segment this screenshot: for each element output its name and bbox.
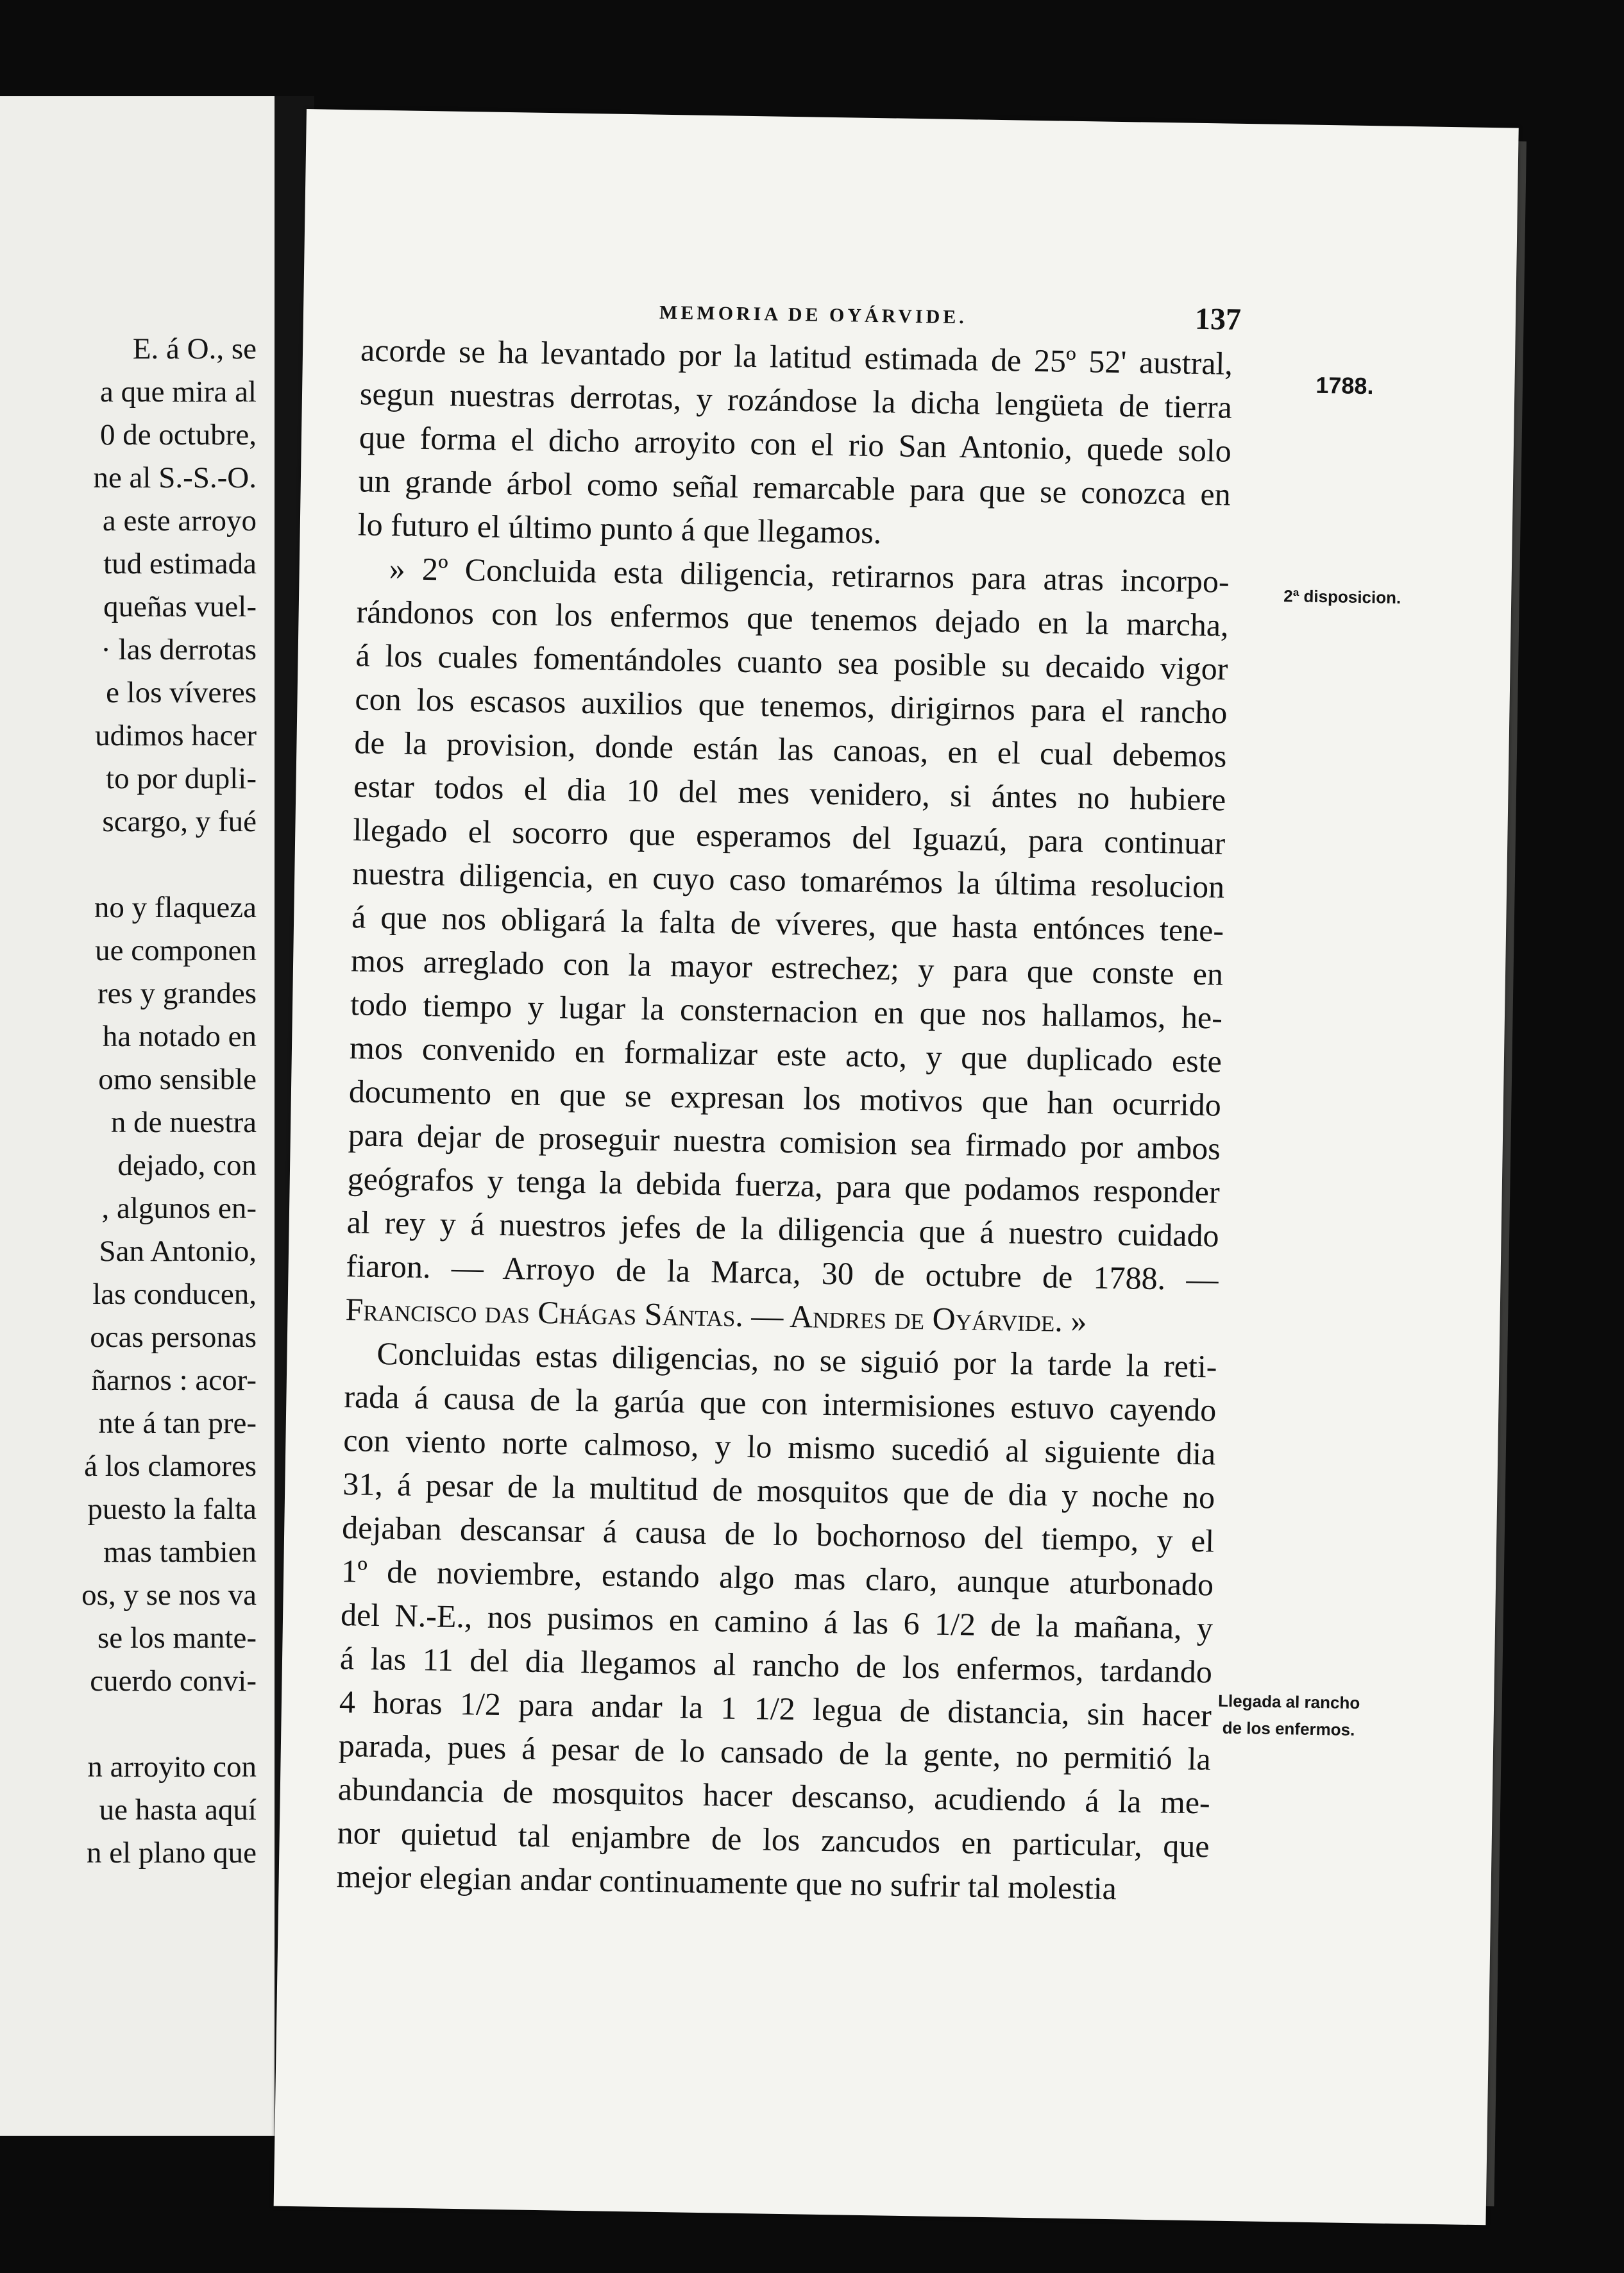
body-text-line: parada, pues á pesar de lo cansado de la gente, no permitió la [338, 1727, 1212, 1777]
left-page-line: puesto la falta [87, 1492, 257, 1526]
left-page-line: ñarnos : acor- [91, 1364, 257, 1397]
left-page-line: se los mante- [97, 1621, 257, 1655]
body-text-line: mos arreglado con la mayor estrechez; y para que conste en [350, 942, 1224, 992]
left-page-line: tud estimada [103, 547, 257, 580]
left-page-line: os, y se nos va [81, 1578, 257, 1612]
body-text-line: del N.-E., nos pusimos en camino á las 6 1/2 de la mañana, y [340, 1596, 1214, 1646]
body-text-line: Concluidas estas diligencias, no se siguió por la tarde la reti- [376, 1335, 1217, 1385]
body-text-line: con viento norte calmoso, y lo mismo sucedió al siguiente dia [343, 1422, 1216, 1472]
left-page-line: ocas personas [90, 1321, 257, 1354]
left-page-line: queñas vuel- [103, 590, 257, 623]
left-page-line: 0 de octubre, [99, 418, 257, 452]
left-page-line: udimos hacer [95, 719, 257, 752]
left-page-line: á los clamores [84, 1449, 257, 1483]
body-text-line: á los cuales fomentándoles cuanto sea posible su decaido vigor [355, 637, 1228, 687]
left-page-line: , algunos en- [101, 1192, 257, 1225]
margin-note-year: 1788. [1315, 371, 1374, 400]
margin-note-disposicion: 2ª disposicion. [1283, 586, 1401, 607]
margin-note-rancho [1217, 1687, 1360, 1743]
body-text-line: mejor elegian andar continuamente que no sufrir tal molestia [336, 1858, 1117, 1907]
margin-note-rancho-line2: de los enfermos. [1222, 1718, 1355, 1739]
body-text-line: llegado el socorro que esperamos del Iguazú, para continuar [352, 811, 1226, 861]
left-page-line: San Antonio, [99, 1235, 257, 1268]
body-text-line: mos convenido en formalizar este acto, y que duplicado este [349, 1029, 1222, 1079]
body-text-line: fiaron. — Arroyo de la Marca, 30 de octubre de 1788. — [346, 1247, 1219, 1297]
body-text-line: lo futuro el último punto á que llegamos. [357, 506, 882, 551]
left-page-line: to por dupli- [106, 762, 257, 795]
body-text-line: con los escasos auxilios que tenemos, dirigirnos para el rancho [355, 680, 1228, 731]
body-text-line: al rey y á nuestros jefes de la diligencia que á nuestro cuidado [346, 1204, 1220, 1254]
left-page-line: · las derrotas [101, 633, 257, 666]
left-page-line: scargo, y fué [102, 805, 257, 838]
left-page-line: cuerdo convi- [90, 1664, 257, 1698]
body-text-line: 4 horas 1/2 para andar la 1 1/2 legua de distancia, sin hacer [339, 1684, 1212, 1734]
body-text-line: que forma el dicho arroyito con el rio San Antonio, quede solo [359, 419, 1232, 469]
left-page-line: n el plano que [87, 1836, 257, 1870]
body-text-line: documento en que se expresan los motivos que han ocurrido [348, 1073, 1222, 1123]
left-page-line: n arroyito con [87, 1750, 257, 1784]
body-text-line: geógrafos y tenga la debida fuerza, para que podamos responder [347, 1160, 1221, 1210]
page-number: 137 [1194, 301, 1242, 337]
body-text-line: de la provision, donde están las canoas, en el cual debemos [354, 724, 1227, 774]
left-page-line: a que mira al [99, 375, 257, 409]
left-page-line: dejado, con [117, 1149, 257, 1182]
left-page-line: e los víveres [106, 676, 257, 709]
left-page-line: a este arroyo [102, 504, 257, 537]
body-text-line: rada á causa de la garúa que con intermisiones estuvo cayendo [344, 1378, 1217, 1428]
body-text-line: para dejar de proseguir nuestra comision sea firmado por ambos [348, 1117, 1221, 1167]
left-page-line: mas tambien [103, 1535, 257, 1569]
running-header: MEMORIA DE OYÁRVIDE. [659, 301, 968, 328]
body-text-line: rándonos con los enfermos que tenemos dejado en la marcha, [356, 593, 1229, 643]
body-text-line: estar todos el dia 10 del mes venidero, si ántes no hubiere [353, 768, 1226, 818]
body-text-line: á que nos obligará la falta de víveres, que hasta entónces tene- [351, 899, 1224, 949]
left-page-line: nte á tan pre- [98, 1407, 257, 1440]
left-page-line: ha notado en [102, 1020, 257, 1053]
body-text-line: » 2º Concluida esta diligencia, retirarnos para atras incorpo- [389, 550, 1230, 600]
right-page [274, 109, 1519, 2225]
body-text-line: nor quietud tal enjambre de los zancudos en particular, que [337, 1814, 1210, 1864]
body-text-line: 1º de noviembre, estando algo mas claro, aunque aturbonado [341, 1553, 1214, 1603]
body-text-line: segun nuestras derrotas, y rozándose la dicha lengüeta de tierra [359, 375, 1233, 425]
left-page-line: res y grandes [97, 977, 257, 1010]
body-text-line: abundancia de mosquitos hacer descanso, acudiendo á la me- [337, 1771, 1211, 1821]
body-text-line: Francisco das Chágas Sántas. — Andres de Oyárvide. » [345, 1291, 1087, 1339]
body-text-line: acorde se ha levantado por la latitud estimada de 25º 52' austral, [360, 332, 1233, 382]
left-page-line: ue componen [95, 934, 257, 967]
body-text-line: todo tiempo y lugar la consternacion en que nos hallamos, he- [350, 986, 1223, 1036]
body-text-line: un grande árbol como señal remarcable para que se conozca en [358, 462, 1231, 512]
left-page [0, 96, 275, 2136]
body-text [336, 328, 1233, 1911]
left-page-line: n de nuestra [110, 1106, 257, 1139]
body-text-line: á las 11 del dia llegamos al rancho de los enfermos, tardando [339, 1640, 1213, 1690]
left-page-line: E. á O., se [132, 332, 257, 366]
left-page-line: las conducen, [92, 1278, 257, 1311]
left-page-line: ue hasta aquí [99, 1793, 257, 1827]
margin-note-rancho-line1: Llegada al rancho [1217, 1691, 1360, 1713]
left-page-line: no y flaqueza [94, 891, 257, 924]
body-text-line: dejaban descansar á causa de lo bochornoso del tiempo, y el [341, 1509, 1215, 1559]
body-text-line: nuestra diligencia, en cuyo caso tomarémos la última resolucion [351, 855, 1225, 905]
left-page-line: omo sensible [98, 1063, 257, 1096]
left-page-line: ne al S.-S.-O. [93, 461, 257, 494]
body-text-line: 31, á pesar de la multitud de mosquitos que de dia y noche no [342, 1466, 1215, 1516]
